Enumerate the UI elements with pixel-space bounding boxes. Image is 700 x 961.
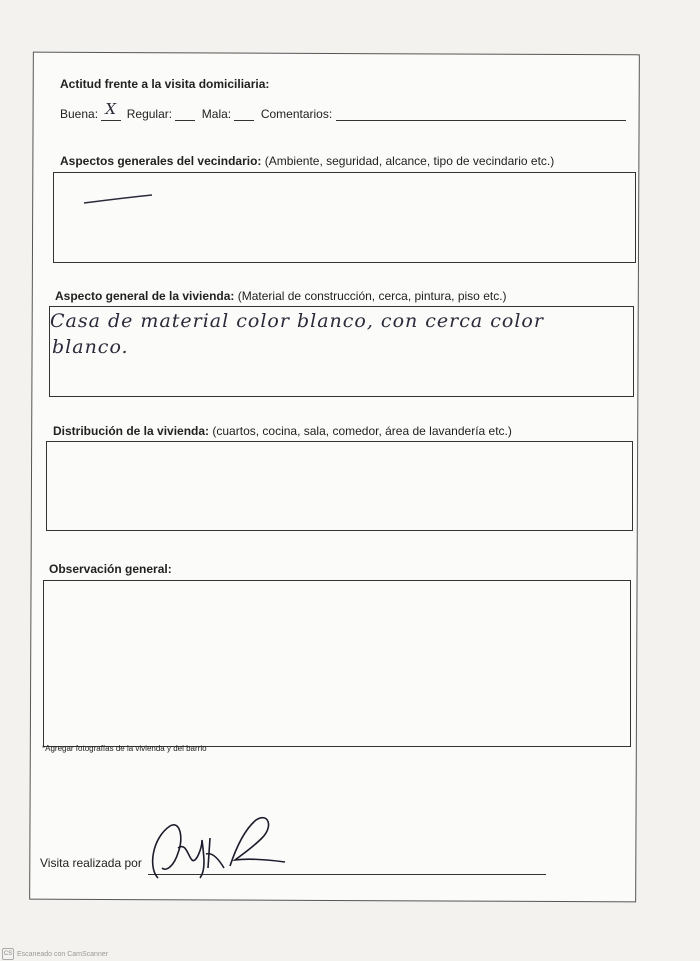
comments-blank[interactable] xyxy=(336,108,626,121)
dwelling-heading xyxy=(55,289,507,303)
regular-blank[interactable] xyxy=(175,108,195,121)
distribution-heading xyxy=(53,424,512,438)
neighborhood-answer-box[interactable] xyxy=(53,172,636,263)
scanner-watermark xyxy=(2,948,108,960)
observation-answer-box[interactable] xyxy=(43,580,631,747)
good-blank[interactable] xyxy=(101,100,121,121)
dwelling-answer-box[interactable] xyxy=(49,306,634,397)
distribution-title: Distribución de la vivienda: xyxy=(53,424,210,438)
signature-icon xyxy=(140,808,290,888)
bad-label: Mala: xyxy=(201,107,232,121)
observation-title: Observación general: xyxy=(49,562,172,576)
neighborhood-dash-mark xyxy=(82,189,162,209)
good-label: Buena: xyxy=(60,107,99,121)
dwelling-answer-line-2: blanco. xyxy=(52,336,129,358)
visit-by-label: Visita realizada por xyxy=(40,856,142,870)
neighborhood-heading xyxy=(60,154,554,168)
regular-label: Regular: xyxy=(126,107,173,121)
camscanner-icon: CS xyxy=(2,948,14,960)
dwelling-hint: (Material de construcción, cerca, pintura, piso etc.) xyxy=(237,289,507,303)
attitude-title: Actitud frente a la visita domiciliaria: xyxy=(60,77,270,91)
neighborhood-title: Aspectos generales del vecindario: xyxy=(60,154,262,168)
distribution-answer-box[interactable] xyxy=(46,441,633,531)
photo-footnote: *Agregar fotografías de la vivienda y del barrio xyxy=(42,744,207,753)
distribution-hint: (cuartos, cocina, sala, comedor, área de lavandería etc.) xyxy=(212,424,512,438)
dwelling-title: Aspecto general de la vivienda: xyxy=(55,289,235,303)
good-check-mark: X xyxy=(105,100,118,118)
attitude-options-row xyxy=(60,100,635,121)
neighborhood-hint: (Ambiente, seguridad, alcance, tipo de vecindario etc.) xyxy=(264,154,555,168)
bad-blank[interactable] xyxy=(234,108,254,121)
comments-label: Comentarios: xyxy=(260,107,333,121)
dwelling-answer-line-1: Casa de material color blanco, con cerca color xyxy=(50,310,544,332)
scanner-text: Escaneado con CamScanner xyxy=(17,950,109,958)
